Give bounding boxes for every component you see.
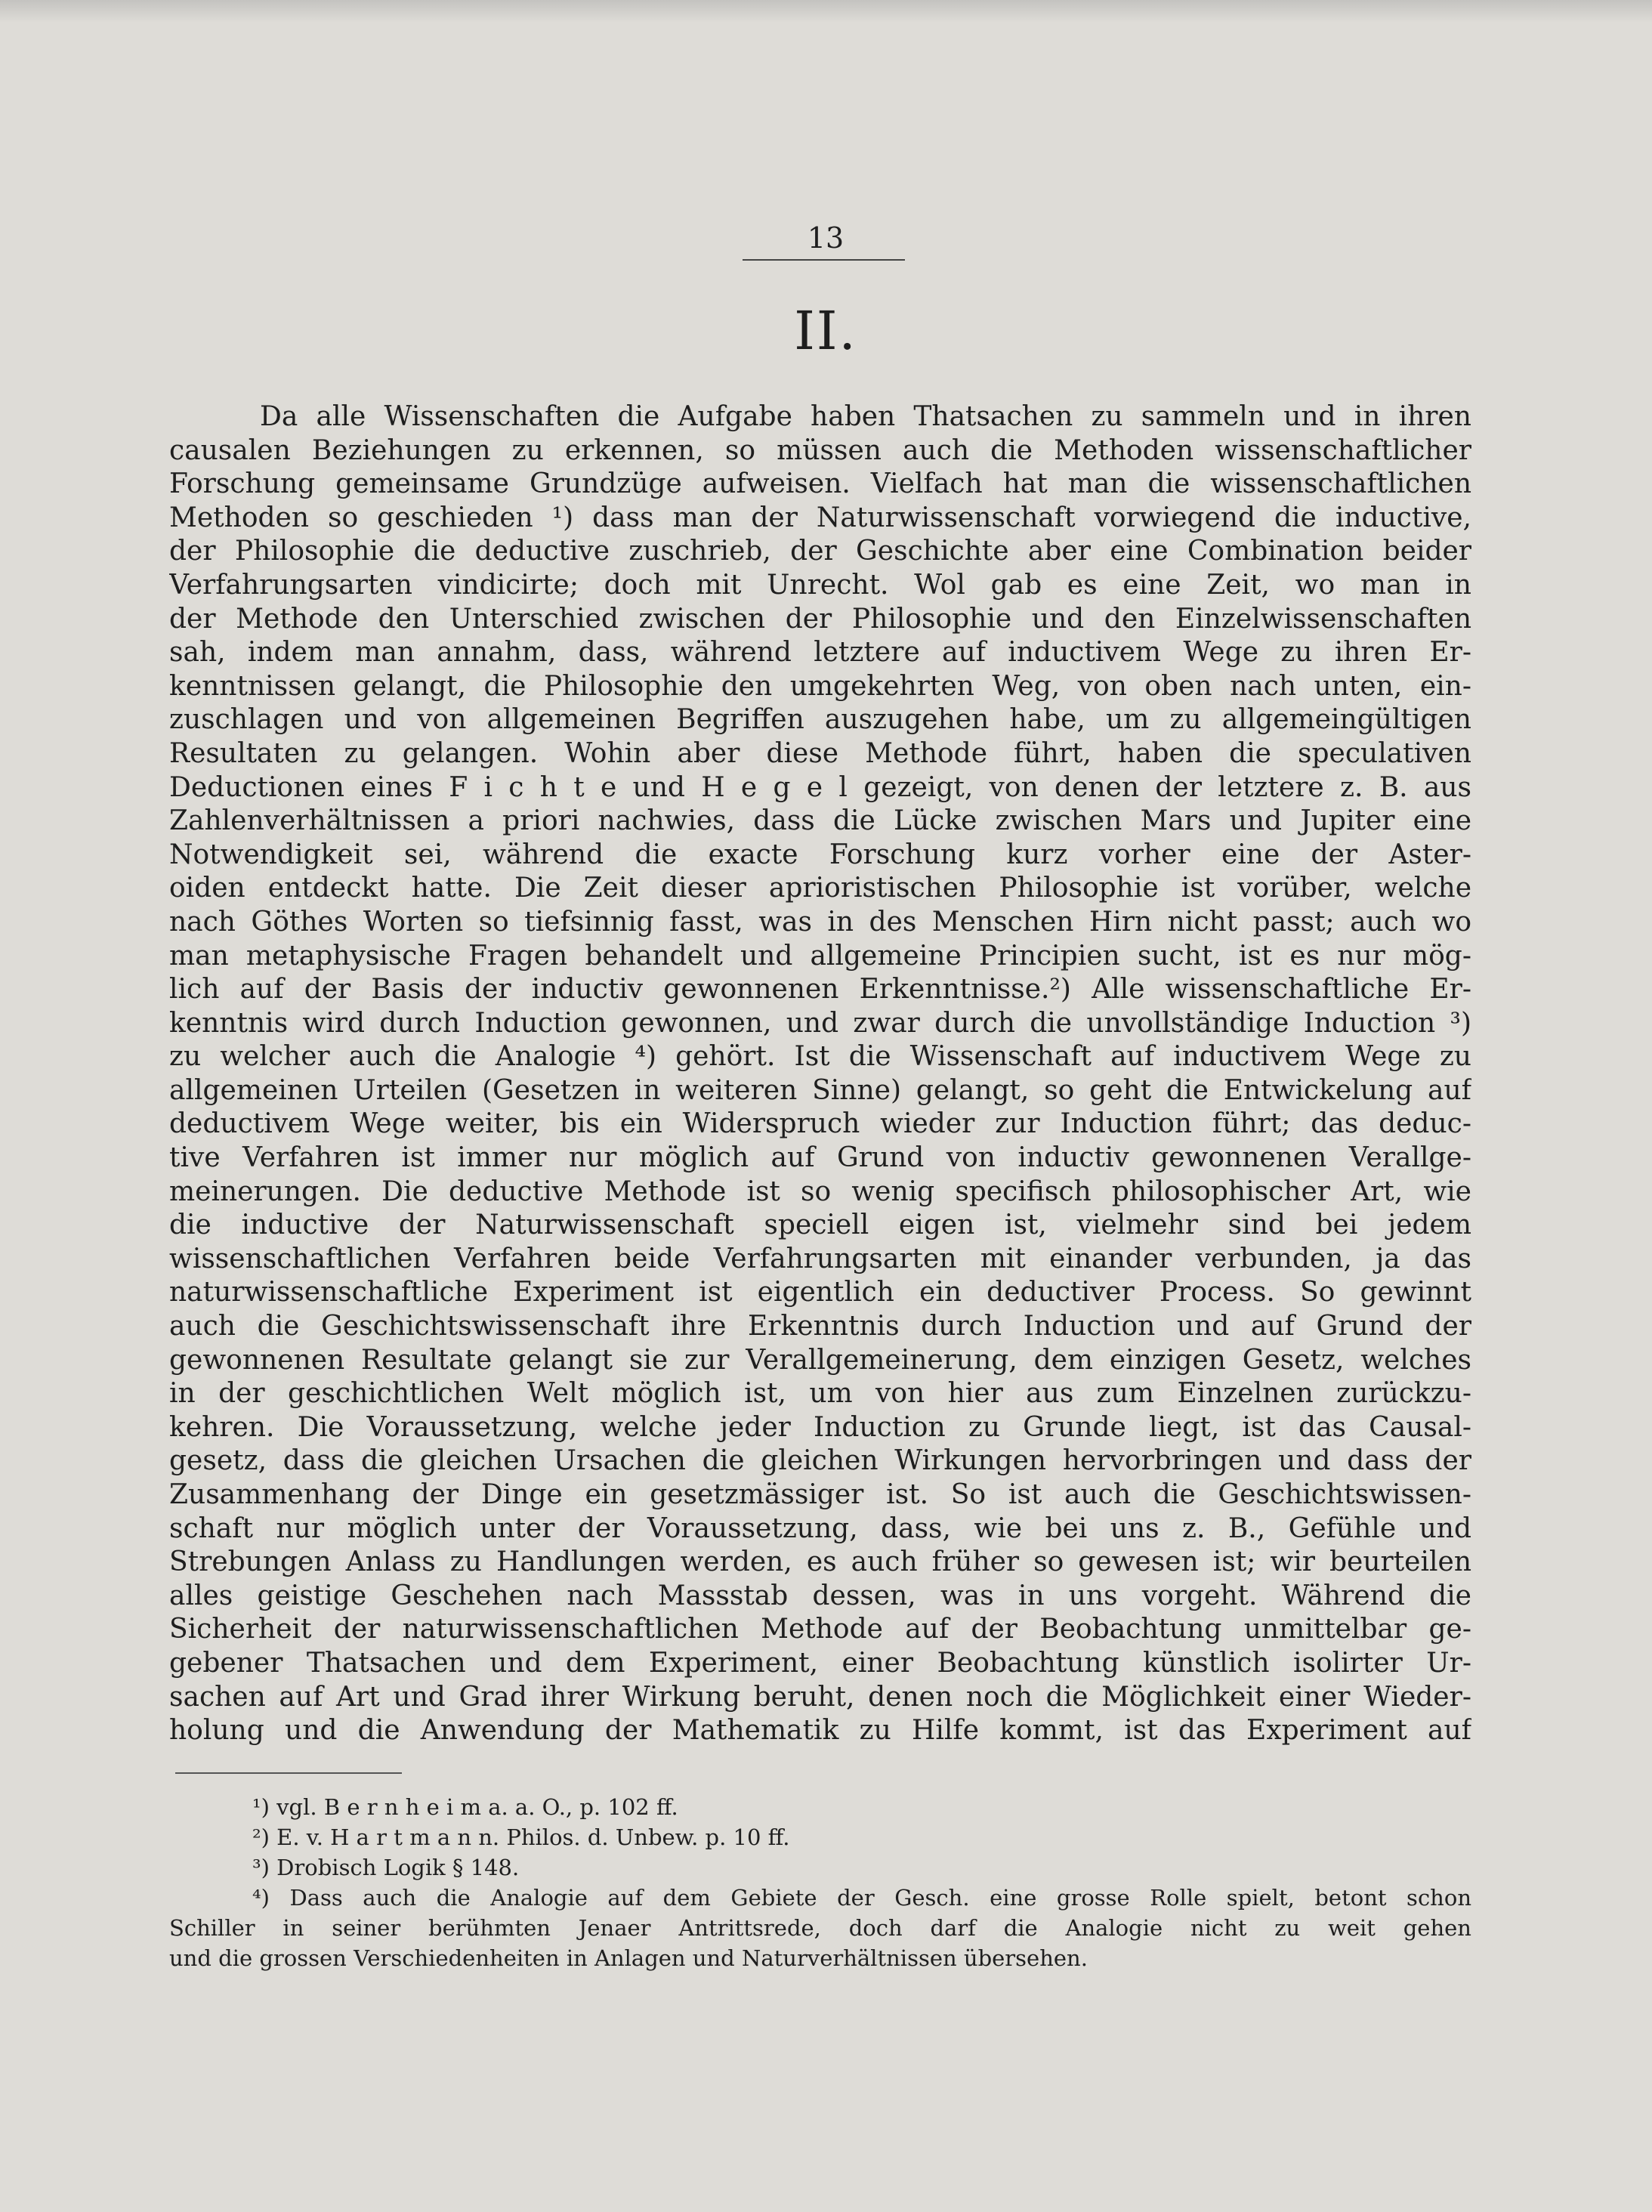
footnote-4-line: ⁴) Dass auch die Analogie auf dem Gebiete der Gesch. eine grosse Rolle spielt, betont schon: [252, 1885, 1471, 1911]
text-line: der Philosophie die deductive zuschrieb, der Geschichte aber eine Combination beider: [169, 536, 1471, 567]
text-line: in der geschichtlichen Welt möglich ist, um von hier aus zum Einzelnen zurückzu-: [169, 1378, 1471, 1410]
text-line: sachen auf Art und Grad ihrer Wirkung beruht, denen noch die Möglichkeit einer Wieder-: [169, 1681, 1471, 1713]
footnote-4: [169, 1883, 1471, 1973]
text-line: Deductionen eines F i c h t e und H e g e l gezeigt, von denen der letztere z. B. aus: [169, 771, 1471, 803]
text-line: zu welcher auch die Analogie ⁴) gehört. Ist die Wissenschaft auf inductivem Wege zu: [169, 1041, 1471, 1073]
text-line: Strebungen Anlass zu Handlungen werden, es auch früher so gewesen ist; wir beurteilen: [169, 1546, 1471, 1578]
text-line: holung und die Anwendung der Mathematik zu Hilfe kommt, ist das Experiment auf: [169, 1715, 1471, 1747]
text-line: wissenschaftlichen Verfahren beide Verfahrungsarten mit einander verbunden, ja das: [169, 1243, 1471, 1274]
text-line: naturwissenschaftliche Experiment ist eigentlich ein deductiver Process. So gewinnt: [169, 1277, 1471, 1308]
text-line: causalen Beziehungen zu erkennen, so müssen auch die Methoden wissenschaftlicher: [169, 434, 1471, 466]
text-line: schaft nur möglich unter der Voraussetzung, dass, wie bei uns z. B., Gefühle und: [169, 1512, 1471, 1544]
text-line: gewonnenen Resultate gelangt sie zur Verallgemeinerung, dem einzigen Gesetz, welches: [169, 1344, 1471, 1376]
text-line: auch die Geschichtswissenschaft ihre Erkenntnis durch Induction und auf Grund der: [169, 1311, 1471, 1342]
text-line: Notwendigkeit sei, während die exacte Forschung kurz vorher eine der Aster-: [169, 839, 1471, 870]
text-line: kenntnissen gelangt, die Philosophie den umgekehrten Weg, von oben nach unten, ein-: [169, 670, 1471, 702]
footnote-4-line: Schiller in seiner berühmten Jenaer Antrittsrede, doch darf die Analogie nicht zu weit gehen: [169, 1915, 1471, 1941]
text-line: der Methode den Unterschied zwischen der Philosophie und den Einzelwissenschaften: [169, 603, 1471, 635]
text-line: Zusammenhang der Dinge ein gesetzmässiger ist. So ist auch die Geschichtswissen-: [169, 1479, 1471, 1510]
chapter-heading: II.: [794, 300, 857, 362]
page-number-rule: [743, 259, 905, 261]
text-line: oiden entdeckt hatte. Die Zeit dieser aprioristischen Philosophie ist vorüber, welche: [169, 873, 1471, 904]
text-line: sah, indem man annahm, dass, während letztere auf inductivem Wege zu ihren Er-: [169, 637, 1471, 669]
text-line: die inductive der Naturwissenschaft speciell eigen ist, vielmehr sind bei jedem: [169, 1209, 1471, 1241]
text-line: zuschlagen und von allgemeinen Begriffen auszugehen habe, um zu allgemeingültigen: [169, 704, 1471, 736]
text-line: Forschung gemeinsame Grundzüge aufweisen. Vielfach hat man die wissenschaftlichen: [169, 468, 1471, 500]
footnote-1: ¹) vgl. B e r n h e i m a. a. O., p. 102 ff.: [252, 1794, 678, 1820]
text-line: allgemeinen Urteilen (Gesetzen in weiteren Sinne) gelangt, so geht die Entwickelung auf: [169, 1074, 1471, 1106]
text-line: meinerungen. Die deductive Methode ist so wenig specifisch philosophischer Art, wie: [169, 1176, 1471, 1207]
text-line: Methoden so geschieden ¹) dass man der Naturwissenschaft vorwiegend die inductive,: [169, 502, 1471, 533]
text-line: Zahlenverhältnissen a priori nachwies, dass die Lücke zwischen Mars und Jupiter eine: [169, 805, 1471, 837]
text-line: kenntnis wird durch Induction gewonnen, und zwar durch die unvollständige Induction ³): [169, 1007, 1471, 1039]
text-line: gesetz, dass die gleichen Ursachen die gleichen Wirkungen hervorbringen und dass der: [169, 1445, 1471, 1477]
footnote-3: ³) Drobisch Logik § 148.: [252, 1855, 520, 1880]
page-number: 13: [807, 221, 845, 255]
text-line: tive Verfahren ist immer nur möglich auf Grund von inductiv gewonnenen Verallge-: [169, 1142, 1471, 1174]
text-line: deductivem Wege weiter, bis ein Widerspruch wieder zur Induction führt; das deduc-: [169, 1108, 1471, 1140]
text-line: Da alle Wissenschaften die Aufgabe haben Thatsachen zu sammeln und in ihren: [260, 401, 1471, 432]
text-line: nach Göthes Worten so tiefsinnig fasst, was in des Menschen Hirn nicht passt; auch wo: [169, 906, 1471, 938]
text-line: kehren. Die Voraussetzung, welche jeder Induction zu Grunde liegt, ist das Causal-: [169, 1411, 1471, 1443]
text-line: Resultaten zu gelangen. Wohin aber diese Methode führt, haben die speculativen: [169, 737, 1471, 769]
text-line: man metaphysische Fragen behandelt und allgemeine Principien sucht, ist es nur mög-: [169, 940, 1471, 972]
footnotes: [169, 1792, 1471, 1973]
body-text: [169, 400, 1471, 1748]
footnote-rule: [175, 1772, 402, 1774]
footnote-4-line: und die grossen Verschiedenheiten in Anlagen und Naturverhältnissen übersehen.: [169, 1945, 1088, 1971]
text-line: gebener Thatsachen und dem Experiment, einer Beobachtung künstlich isolirter Ur-: [169, 1647, 1471, 1679]
text-line: Verfahrungsarten vindicirte; doch mit Unrecht. Wol gab es eine Zeit, wo man in: [169, 569, 1471, 601]
text-line: alles geistige Geschehen nach Massstab dessen, was in uns vorgeht. Während die: [169, 1580, 1471, 1611]
text-line: lich auf der Basis der inductiv gewonnenen Erkenntnisse.²) Alle wissenschaftliche Er-: [169, 974, 1471, 1006]
footnote-2: ²) E. v. H a r t m a n n. Philos. d. Unbew. p. 10 ff.: [252, 1824, 790, 1850]
text-line: Sicherheit der naturwissenschaftlichen Methode auf der Beobachtung unmittelbar ge-: [169, 1614, 1471, 1645]
